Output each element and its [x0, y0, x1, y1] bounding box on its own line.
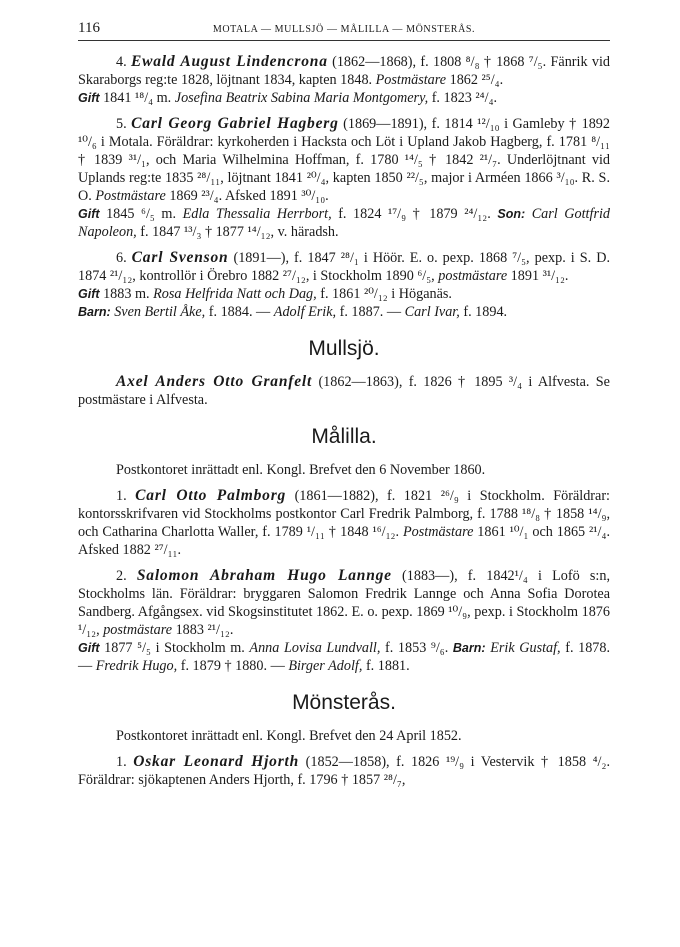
page [78, 20, 610, 789]
gift-label: Gift [78, 287, 100, 301]
entry-motala-4 [78, 53, 610, 107]
person-name: Ewald August Lindencrona [130, 53, 328, 70]
person-name: Carl Svenson [131, 249, 229, 266]
person-name: Carl Georg Gabriel Hagberg [131, 115, 339, 132]
barn-label: Barn: [78, 305, 111, 319]
gift-label: Gift [78, 91, 100, 105]
section-heading-malilla: Målilla. [311, 425, 377, 448]
child-name: Carl Ivar, [404, 304, 460, 320]
role-title: postmästare [103, 622, 173, 638]
entry-text: (1862—1868), f. 1808 ⁸/₈ † 1868 ⁷/₅. Fänrik vid Skaraborgs reg:te 1828, löjtnant 1834, kapten 1848. [78, 54, 611, 88]
spouse-name: Rosa Helfrida Natt och Dag, [153, 286, 317, 302]
entry-text: f. 1887. — [336, 304, 405, 320]
role-title: Postmästare [375, 72, 447, 88]
marriage-line [78, 639, 610, 675]
barn-label: Barn: [452, 641, 486, 655]
entry-text: (1891—), f. 1847 ²⁸/₁ i Höör. E. o. pexp. 1868 ⁷/₅, pexp. i S. D. 1874 ²¹/₁₂, kontrollör i Örebro 1882 ²⁷/₁₂, i Stockholm 1890 ⁶/₅, [78, 250, 610, 284]
entry-motala-5 [78, 115, 610, 241]
entry-number: 6. [116, 250, 127, 266]
section-heading-mullsjo: Mullsjö. [308, 337, 380, 360]
child-name: Fredrik Hugo, [95, 658, 178, 674]
entry-text: f. 1884. — [205, 304, 274, 320]
entry-paragraph [78, 115, 610, 205]
entry-text: f. 1861 ²⁰/₁₂ i Höganäs. [316, 286, 452, 302]
entry-text: 1877 ⁵/₅ i Stockholm m. [99, 640, 250, 656]
child-name: Sven Bertil Åke, [114, 304, 206, 320]
entry-text: f. 1853 ⁹/₆. [380, 640, 453, 656]
section-intro: Postkontoret inrättadt enl. Kongl. Brefvet den 6 November 1860. [116, 462, 486, 478]
entry-motala-6 [78, 249, 610, 321]
entry-number: 1. [116, 488, 127, 504]
spouse-name: Edla Thessalia Herrbort, [182, 206, 332, 222]
spouse-name: Anna Lovisa Lundvall, [249, 640, 381, 656]
child-name: Carl Gottfrid Napoleon, [78, 206, 611, 240]
person-name: Salomon Abraham Hugo Lannge [136, 567, 392, 584]
page-number: 116 [78, 20, 100, 36]
entry-text: (1869—1891), f. 1814 ¹²/₁₀ i Gamleby † 1892 ¹⁰/₆ i Motala. Föräldrar: kyrkoherden i Hacksta och Löt i Upland Jakob Hagberg, f. 1781 ⁸/₁₁ † 1839 ³¹/₁, och Maria Wilhelmina Hoffman, f. 1780 ¹⁴/₅ † 1842 ²¹/₇. Underlöjtnant vid Uplands reg:te 1835 ²⁸/₁₁, löjtnant 1841 ²⁰/₄, kapten 1850 ²²/₅, major i Arméen 1866 ³/₁₀. R. S. O. [78, 116, 610, 204]
role-title: Postmästare [402, 524, 474, 540]
section-heading-monsteras: Mönsterås. [292, 691, 396, 714]
entry-text: (1862—1863), f. 1826 † 1895 ³/₄ i Alfvesta. Se postmästare i Alfvesta. [78, 374, 610, 408]
children-line [78, 303, 610, 321]
entry-malilla-1 [78, 487, 610, 559]
page-header [78, 20, 610, 41]
entry-number: 1. [116, 754, 127, 770]
entry-malilla-2 [78, 567, 610, 675]
child-name: Erik Gustaf, [490, 640, 561, 656]
entry-text: 1845 ⁶/₅ m. [99, 206, 183, 222]
entry-text: 1861 ¹⁰/₁ och 1865 ²¹/₄. Afsked 1882 ²⁷/₁₁. [78, 524, 610, 558]
entry-paragraph [78, 249, 610, 285]
entry-text: 1841 ¹⁸/₄ m. [99, 90, 175, 106]
spouse-name: Josefina Beatrix Sabina Maria Montgomery, [174, 90, 429, 106]
entry-mullsjo-1 [78, 373, 610, 409]
entry-text: 1869 ²³/₄. Afsked 1891 ³⁰/₁₀. [165, 188, 329, 204]
person-name: Axel Anders Otto Granfelt [116, 373, 313, 390]
child-name: Birger Adolf, [288, 658, 363, 674]
person-name: Carl Otto Palmborg [135, 487, 287, 504]
entry-text: f. 1879 † 1880. — [177, 658, 289, 674]
entry-text: (1852—1858), f. 1826 ¹⁹/₉ i Vestervik † 1858 ⁴/₂. Föräldrar: sjökaptenen Anders Hjorth, f. 1796 † 1857 ²⁸/₇, [78, 754, 610, 788]
entry-text: 1862 ²⁵/₄. [446, 72, 504, 88]
entry-text: f. 1878. — [78, 640, 611, 674]
entry-paragraph [78, 53, 610, 89]
entry-number: 2. [116, 568, 127, 584]
marriage-line [78, 285, 610, 303]
son-label: Son: [497, 207, 526, 221]
entry-number: 5. [116, 116, 127, 132]
entry-paragraph [78, 753, 610, 789]
role-title: Postmästare [95, 188, 166, 204]
entry-text: f. 1824 ¹⁷/₉ † 1879 ²⁴/₁₂. [331, 206, 498, 222]
entry-text: 1883 m. [99, 286, 154, 302]
entry-number: 4. [116, 54, 127, 70]
marriage-line [78, 205, 610, 241]
entry-text: f. 1894. [459, 304, 508, 320]
gift-label: Gift [78, 207, 100, 221]
child-name: Adolf Erik, [273, 304, 337, 320]
gift-label: Gift [78, 641, 100, 655]
section-intro: Postkontoret inrättadt enl. Kongl. Brefvet den 24 April 1852. [116, 728, 462, 744]
entry-text: f. 1847 ¹³/₃ † 1877 ¹⁴/₁₂, v. häradsh. [136, 224, 339, 240]
entry-paragraph [78, 487, 610, 559]
entry-text: (1883—), f. 1842¹/₄ i Lofö s:n, Stockholms län. Föräldrar: bryggaren Salomon Fredrik Lannge och Anna Sofia Dorotea Sandberg. Afgångsex. vid Skogsinstitutet 1862. E. o. pexp. 1869 ¹⁰/₉, pexp. i Stockholm 1876 ¹/₁₂, [78, 568, 610, 638]
role-title: postmästare [438, 268, 508, 284]
entry-text: f. 1823 ²⁴/₄. [428, 90, 498, 106]
entry-paragraph [78, 567, 610, 639]
entry-text: 1883 ²¹/₁₂. [172, 622, 234, 638]
entry-text: 1891 ³¹/₁₂. [507, 268, 569, 284]
entry-paragraph [78, 373, 610, 409]
entry-text: f. 1881. [362, 658, 410, 674]
entry-text: (1861—1882), f. 1821 ²⁶/₉ i Stockholm. Föräldrar: kontorsskrifvaren vid Stockholms postkontor Carl Fredrik Palmborg, f. 1788 ¹⁸/₈ † 1858 ¹⁴/₉, och Catharina Charlotta Waller, f. 1789 ¹/₁₁ † 1848 ¹⁶/₁₂. [78, 488, 610, 540]
marriage-line [78, 89, 610, 107]
running-title: MOTALA — MULLSJÖ — MÅLILLA — MÖNSTERÅS. [212, 24, 476, 35]
entry-monsteras-1 [78, 753, 610, 789]
person-name: Oskar Leonard Hjorth [133, 753, 300, 770]
